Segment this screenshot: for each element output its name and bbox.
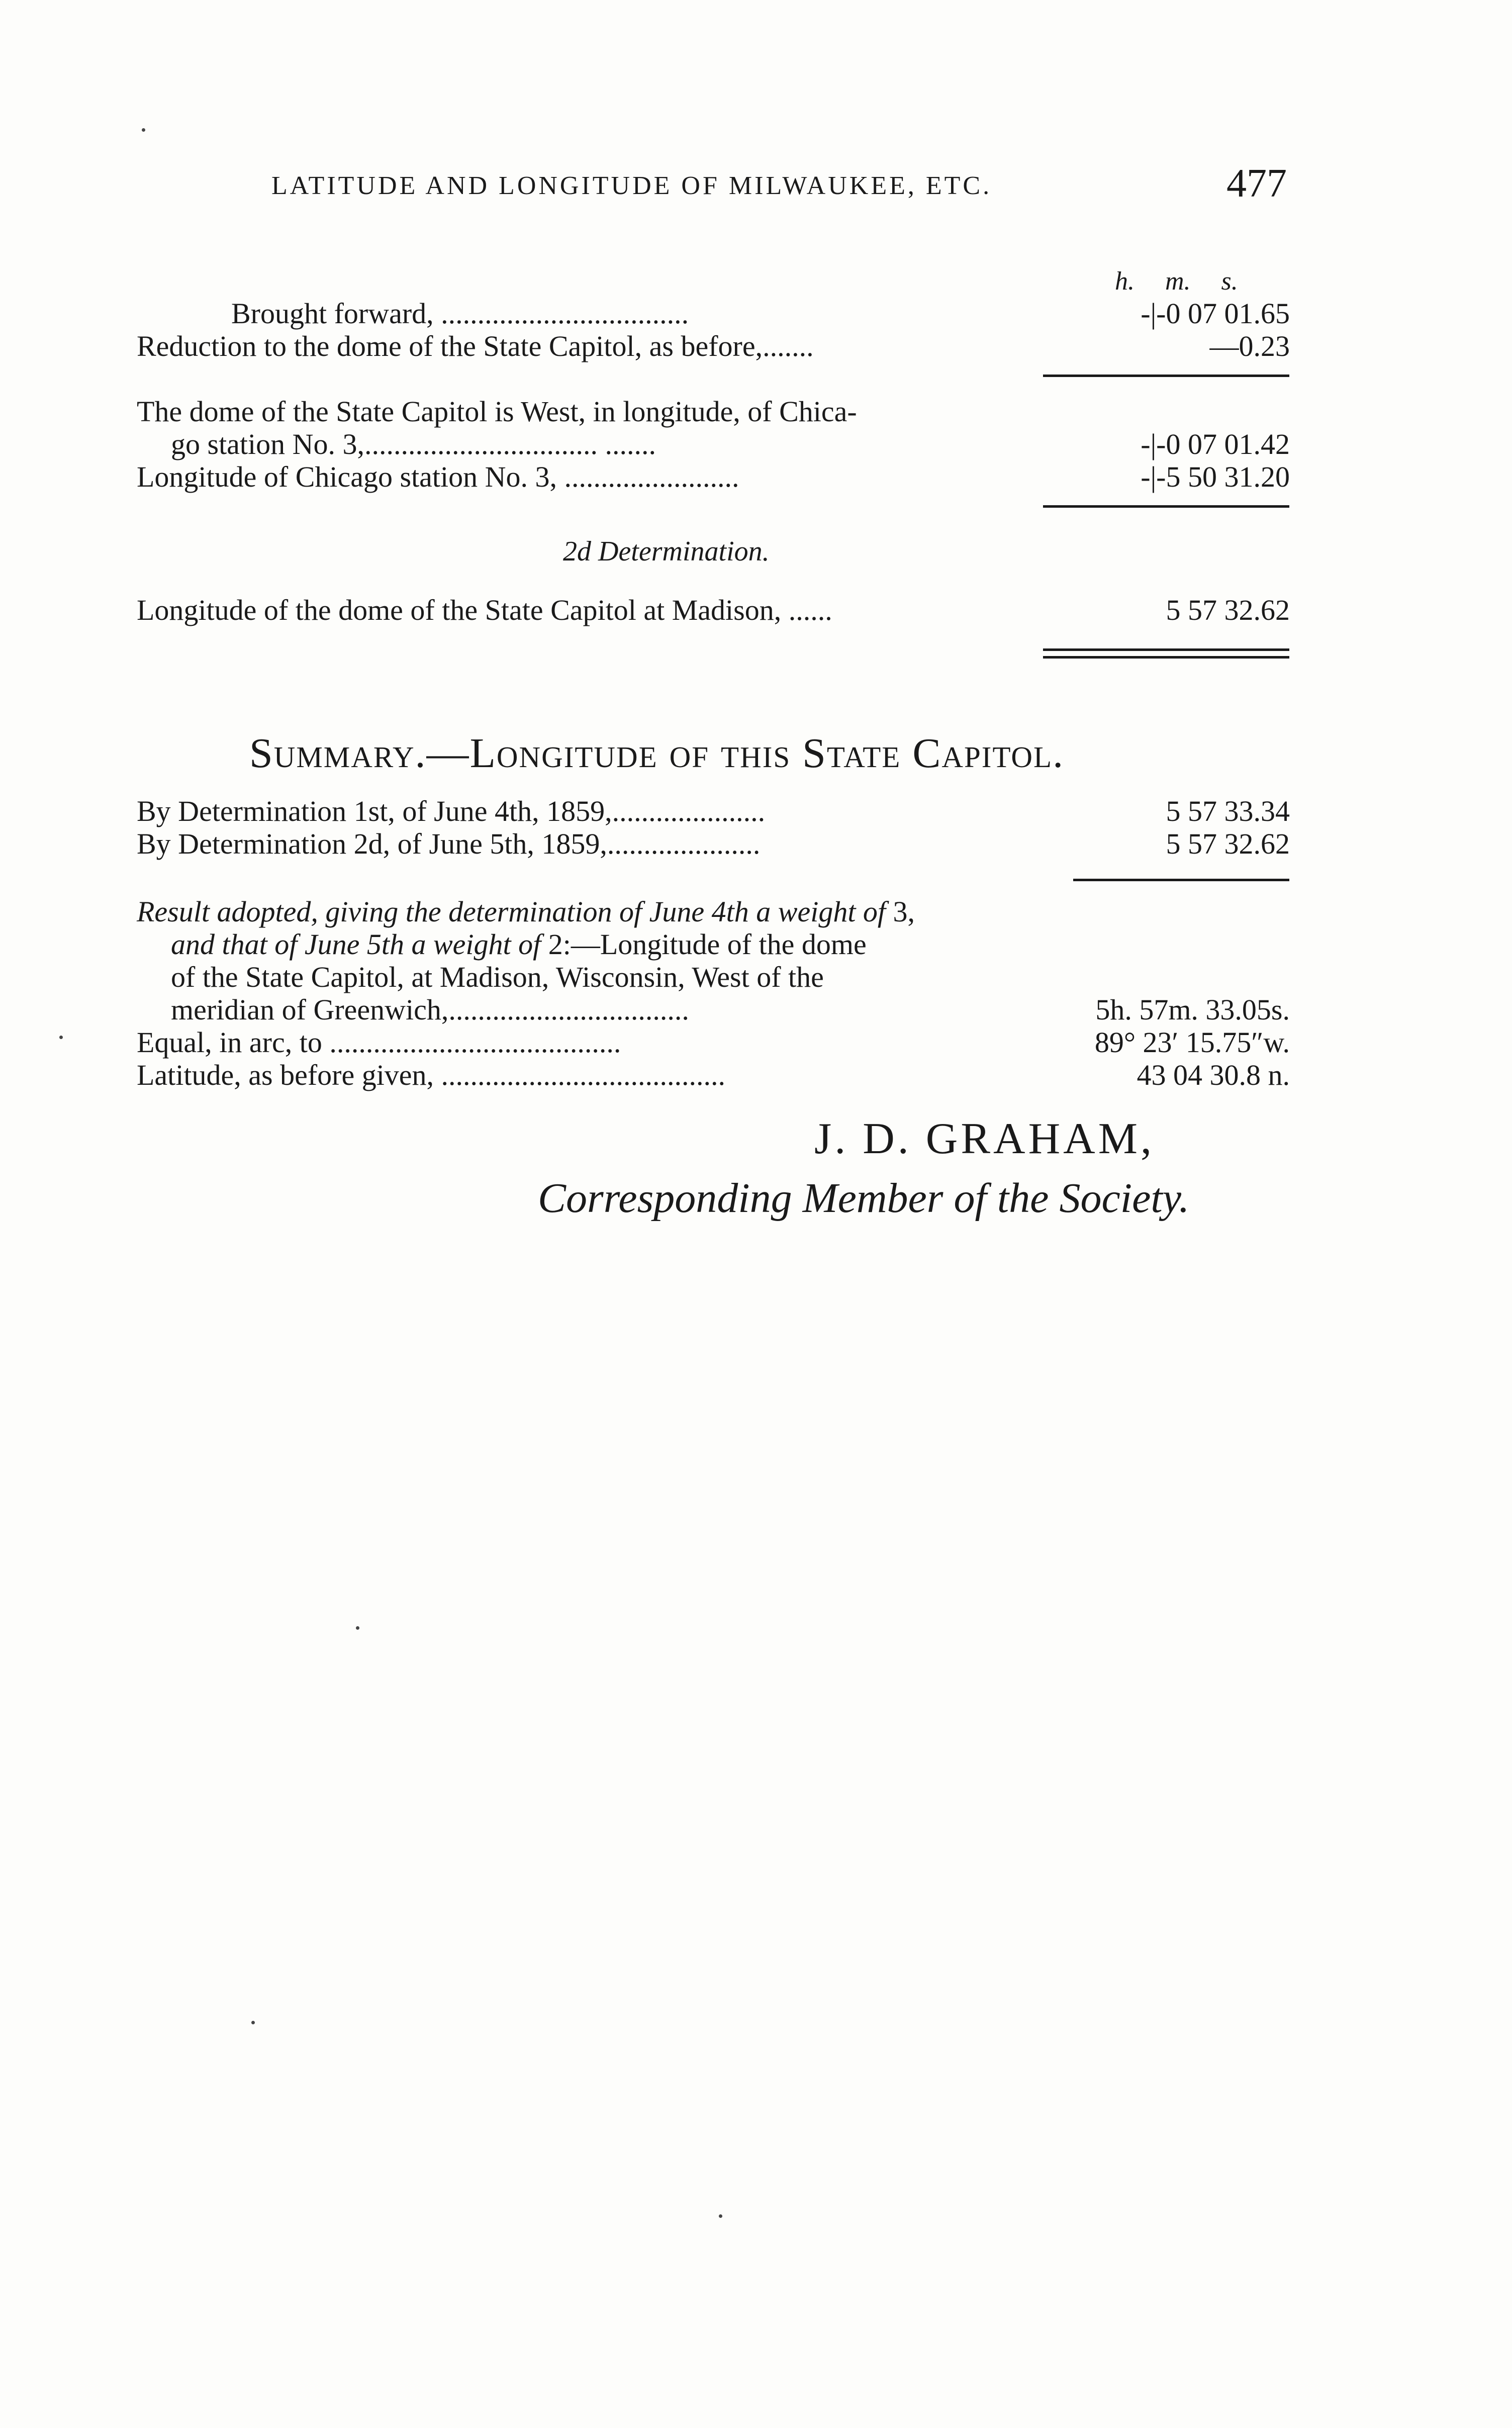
running-header: LATITUDE AND LONGITUDE OF MILWAUKEE, ETC.	[271, 171, 992, 200]
summary-row-2-label: By Determination 2d, of June 5th, 1859,.....................	[137, 827, 761, 860]
scan-speck	[719, 2214, 722, 2218]
result-line-3: of the State Capitol, at Madison, Wisconsin, West of the	[171, 961, 824, 993]
determination-value: 5 57 32.62	[1166, 594, 1290, 626]
dome-line-2: go station No. 3,................................ .......	[171, 428, 656, 460]
reduction-value: —0.23	[1209, 330, 1290, 362]
reduction-label: Reduction to the dome of the State Capitol, as before,.......	[137, 330, 814, 362]
result-line-4: meridian of Greenwich,.................................	[171, 993, 689, 1026]
dome-value: -|-0 07 01.42	[1141, 428, 1290, 460]
chicago-value: -|-5 50 31.20	[1141, 460, 1290, 493]
summary-row-1-label: By Determination 1st, of June 4th, 1859,.....................	[137, 795, 766, 827]
brought-forward-value: -|-0 07 01.65	[1141, 297, 1290, 330]
scan-speck	[142, 128, 145, 132]
result-line-4-value: 5h. 57m. 33.05s.	[1095, 993, 1290, 1026]
determination-heading: 2d Determination.	[563, 536, 770, 567]
result-line-2-end: 2:—Longitude of the dome	[541, 928, 867, 961]
arc-value: 89° 23′ 15.75″w.	[1094, 1026, 1290, 1059]
double-rule-b	[1043, 656, 1289, 659]
chicago-label: Longitude of Chicago station No. 3, ........................	[137, 460, 739, 493]
rule-2	[1043, 505, 1289, 508]
signature-title: Corresponding Member of the Society.	[538, 1175, 1190, 1222]
latitude-label: Latitude, as before given, .......................................	[137, 1059, 726, 1091]
rule-1	[1043, 375, 1289, 377]
signature-name: J. D. GRAHAM,	[814, 1114, 1155, 1163]
summary-title	[249, 729, 1064, 778]
scan-speck	[356, 1626, 359, 1630]
page-number: 477	[1226, 161, 1287, 206]
result-line-1-italic: Result adopted, giving the determination of June 4th a weight of	[137, 895, 886, 928]
double-rule-a	[1043, 648, 1289, 651]
summary-row-2-value: 5 57 32.62	[1166, 827, 1290, 860]
summary-row-1-value: 5 57 33.34	[1166, 795, 1290, 827]
result-line-2	[171, 927, 867, 961]
determination-label: Longitude of the dome of the State Capitol at Madison, ......	[137, 594, 832, 626]
result-line-2-italic: and that of June 5th a weight of	[171, 928, 541, 961]
latitude-value: 43 04 30.8 n.	[1137, 1059, 1290, 1091]
result-line-1-end: 3,	[886, 895, 915, 928]
arc-label: Equal, in arc, to ........................................	[137, 1026, 621, 1059]
units-header: h. m. s.	[1115, 267, 1238, 296]
dome-line-1: The dome of the State Capitol is West, in longitude, of Chica-	[137, 395, 857, 428]
brought-forward-label: Brought forward, ..................................	[231, 297, 689, 330]
rule-3	[1073, 879, 1289, 881]
summary-title-prefix: Summary.—	[249, 730, 470, 777]
scan-speck	[251, 2021, 255, 2024]
scan-speck	[59, 1036, 63, 1039]
summary-title-main: Longitude of this State Capitol.	[469, 730, 1065, 777]
result-line-1	[137, 895, 915, 928]
